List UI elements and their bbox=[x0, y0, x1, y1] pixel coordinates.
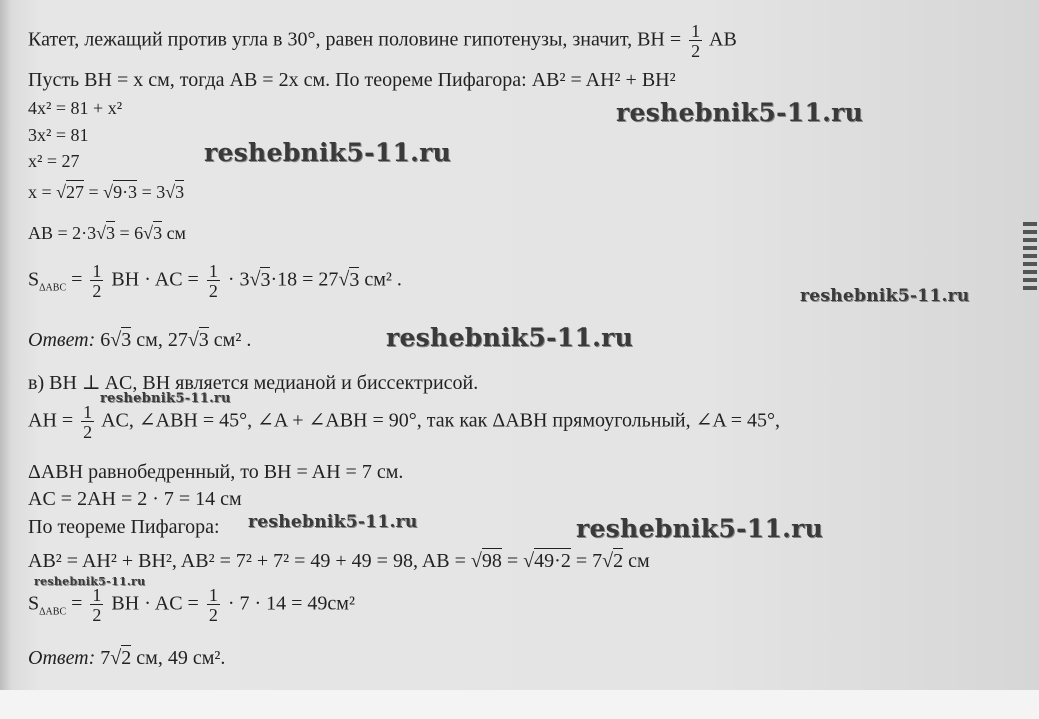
radicand: 9·3 bbox=[113, 182, 138, 202]
watermark: reshebnik5-11.ru bbox=[248, 512, 418, 532]
answer-line-1 bbox=[28, 330, 251, 350]
fraction-numerator: 1 bbox=[208, 261, 218, 281]
line-11-a: AH = bbox=[28, 409, 79, 432]
watermark: reshebnik5-11.ru bbox=[616, 98, 864, 127]
answer-line-2 bbox=[28, 648, 225, 668]
radicand: 3 bbox=[175, 182, 185, 202]
area-symbol: S bbox=[28, 268, 40, 291]
text-line-5: x² = 27 bbox=[28, 151, 80, 171]
area-symbol: S bbox=[28, 592, 40, 615]
fraction-denominator: 2 bbox=[691, 41, 701, 61]
radicand: 2 bbox=[121, 647, 132, 669]
line-6-e: = 3√ bbox=[137, 182, 176, 202]
text-line-7 bbox=[28, 224, 186, 242]
area-subscript: ΔABC bbox=[39, 606, 67, 618]
fraction-one-half bbox=[207, 262, 220, 300]
answer-e: см² . bbox=[208, 329, 252, 351]
page-edge-marks bbox=[1023, 222, 1037, 292]
answer-label: Ответ: bbox=[28, 329, 96, 351]
line-1-tail: AB bbox=[709, 28, 737, 51]
radicand: 3 bbox=[260, 268, 271, 291]
line-11-b: AC, ∠ABH = 45°, ∠A + ∠ABH = 90°, так как ΔABH прямоугольный, ∠A = 45°, bbox=[101, 409, 780, 432]
line-8-d: · 3√ bbox=[227, 268, 261, 291]
text-line-8 bbox=[28, 262, 402, 300]
text-line-2: Пусть BH = x см, тогда AB = 2x см. По теореме Пифагора: AB² = AH² + BH² bbox=[28, 69, 676, 91]
page-bottom-margin bbox=[0, 690, 1039, 719]
text-line-13: AC = 2AH = 2 · 7 = 14 см bbox=[28, 488, 242, 510]
fraction-one-half bbox=[90, 262, 103, 300]
radicand: 3 bbox=[106, 223, 116, 243]
line-8-b: = bbox=[66, 268, 88, 291]
text-line-6 bbox=[28, 183, 184, 201]
fraction-one-half bbox=[689, 22, 702, 60]
line-16-b: = bbox=[66, 592, 88, 615]
watermark: reshebnik5-11.ru bbox=[576, 514, 824, 543]
line-8-c: BH · AC = bbox=[111, 268, 204, 291]
line-15-g: см bbox=[623, 550, 650, 572]
fraction-numerator: 1 bbox=[691, 21, 701, 41]
line-15-e: = 7√ bbox=[570, 550, 614, 572]
radicand: 3 bbox=[198, 329, 209, 351]
radicand: 49·2 bbox=[534, 550, 571, 572]
line-7-a: AB = 2·3√ bbox=[28, 223, 107, 243]
line-7-e: см bbox=[162, 223, 186, 243]
line-6-c: = √ bbox=[84, 182, 114, 202]
fraction-one-half bbox=[81, 403, 94, 441]
fraction-numerator: 1 bbox=[92, 261, 102, 281]
text-line-4: 3x² = 81 bbox=[28, 125, 89, 145]
fraction-denominator: 2 bbox=[92, 605, 102, 625]
text-line-16 bbox=[28, 586, 355, 624]
watermark: reshebnik5-11.ru bbox=[386, 323, 634, 352]
watermark: reshebnik5-11.ru bbox=[34, 575, 146, 588]
text-line-1 bbox=[28, 22, 737, 60]
area-subscript: ΔABC bbox=[39, 282, 67, 294]
answer-a: 7√ bbox=[95, 647, 122, 669]
radicand: 2 bbox=[613, 550, 624, 572]
line-8-h: см² . bbox=[359, 268, 402, 291]
text-line-12: ΔABH равнобедренный, то BH = AH = 7 см. bbox=[28, 461, 404, 483]
answer-c: см, 27√ bbox=[131, 329, 199, 351]
fraction-one-half bbox=[90, 586, 103, 624]
watermark: reshebnik5-11.ru bbox=[800, 286, 970, 306]
line-6-a: x = √ bbox=[28, 182, 67, 202]
line-1-text: Катет, лежащий против угла в 30°, равен половине гипотенузы, значит, BH = bbox=[28, 28, 682, 51]
watermark: reshebnik5-11.ru bbox=[204, 138, 452, 167]
fraction-numerator: 1 bbox=[92, 585, 102, 605]
line-16-c: BH · AC = bbox=[111, 592, 204, 615]
text-line-11 bbox=[28, 403, 780, 441]
answer-c: см, 49 см². bbox=[131, 647, 226, 669]
line-7-c: = 6√ bbox=[115, 223, 154, 243]
text-line-15 bbox=[28, 551, 650, 571]
fraction-numerator: 1 bbox=[83, 402, 93, 422]
radicand: 27 bbox=[66, 182, 85, 202]
answer-label: Ответ: bbox=[28, 647, 96, 669]
text-line-14: По теореме Пифагора: bbox=[28, 516, 220, 538]
watermark: reshebnik5-11.ru bbox=[100, 391, 231, 406]
line-8-f: ·18 = 27√ bbox=[270, 268, 350, 291]
text-line-3: 4x² = 81 + x² bbox=[28, 98, 123, 118]
radicand: 3 bbox=[349, 268, 360, 291]
radicand: 3 bbox=[153, 223, 163, 243]
text-line-10: в) BH ⊥ AC, BH является медианой и биссектрисой. bbox=[28, 372, 479, 394]
radicand: 3 bbox=[121, 329, 132, 351]
fraction-denominator: 2 bbox=[208, 281, 218, 301]
fraction-denominator: 2 bbox=[92, 281, 102, 301]
radicand: 98 bbox=[481, 550, 502, 572]
line-15-a: AB² = AH² + BH², AB² = 7² + 7² = 49 + 49 = 98, AB = √ bbox=[28, 550, 482, 572]
fraction-numerator: 1 bbox=[208, 585, 218, 605]
fraction-one-half bbox=[207, 586, 220, 624]
fraction-denominator: 2 bbox=[83, 422, 93, 442]
line-15-c: = √ bbox=[501, 550, 535, 572]
fraction-denominator: 2 bbox=[208, 605, 218, 625]
answer-a: 6√ bbox=[95, 329, 122, 351]
line-16-d: · 7 · 14 = 49см² bbox=[227, 592, 355, 615]
